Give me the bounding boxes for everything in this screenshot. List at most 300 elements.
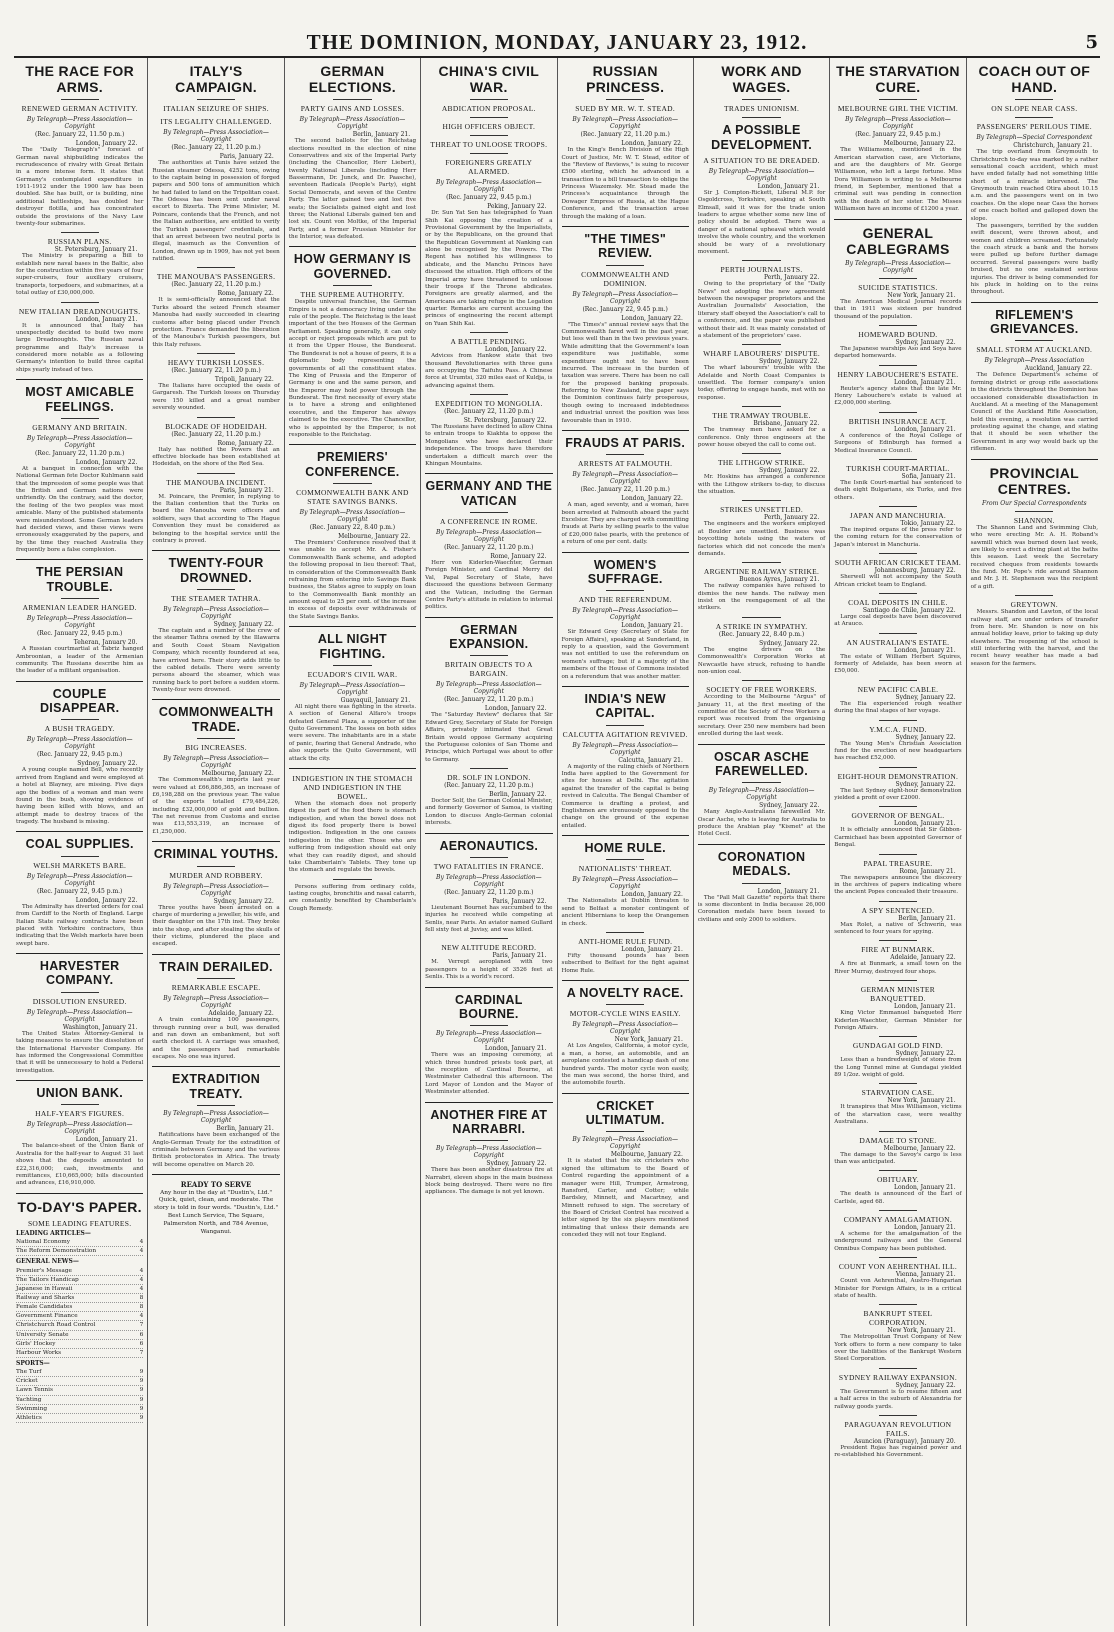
subheading: HIGH OFFICERS OBJECT. [442,122,536,132]
cablegram-heading: STARVATION CASE. [861,1088,935,1098]
headline: RUSSIAN PRINCESS. [586,63,665,96]
subheading: GERMANY AND BRITAIN. [32,422,128,432]
dateline: Sydney, January 22. [213,897,274,905]
dateline: Sydney, January 22. [77,760,138,768]
article-womens-suffrage [562,558,689,681]
subheading: TWO FATALITIES IN FRANCE. [433,861,544,871]
subheading: SMALL STORM AT AUCKLAND. [976,345,1093,355]
subheading: HEAVY TURKISH LOSSES. [167,358,265,368]
byline: By Telegraph—Press Association—Copyright [436,179,542,194]
article-body: Ratifications have been exchanged of the Anglo-German Treaty for the extradition of criminals between Germany and the various British protectorates in Africa. The treaty will become operative on March 20. [152,1132,280,1168]
article-body: It is stated that the six cricketers who signed the ultimatum to the Board of Control regarding the appointment of a manager were Hill, Trumper, Armstrong, Ransford, Carter, and Cotter; while Bardsley, Minnett, and Macartney, and Minnett refused to sign. The secretary of the Board of Cricket Control has received a letter signed by the six players mentioned intimating that unless their demands are conceded they will not tour England. [561,1158,689,1239]
headline: TRAIN DERAILED. [159,959,273,974]
received-time: (Rec. January 22, 11.20 p.m.) [580,486,670,494]
byline: By Telegraph—Press Association—Copyright [163,995,269,1010]
dateline: London, January 21. [75,315,138,323]
subheading: THE STEAMER TATHRA. [171,594,261,604]
cablegram-body: Large coal deposits have been discovered at Arauco. [834,613,962,628]
cablegram-heading: TURKISH COURT-MARTIAL. [846,463,950,473]
dateline: London, January 22. [484,346,547,354]
article-body: The Admiralty has diverted orders for coal from Cardiff to the North of England. Large Italian State railway contracts have been placed with Yorkshire contractors, thus indicating that the Welsh markets have been swept bare. [16,903,144,947]
subheading: DR. SOLF IN LONDON. [447,773,531,783]
subheading: A CONFERENCE IN ROME. [440,517,538,527]
dateline: London, January 22. [75,140,138,148]
article-body: Sir J. Compton-Rickett, Liberal M.P. for Osgoldcross, Yorkshire, speaking at South Elmsall, said it was for the trade union leaders to argue whether some new line of policy should be adopted. There was a danger of a national upheaval which would involve the whole country, and the workmen should be wary of a revolutionary movement. [697,189,826,255]
feature-title: The Tailors Handicap [16,1276,79,1283]
article-body: Fifty thousand pounds has been subscribed to Belfast for the fight against Home Rule. [561,952,689,974]
byline: By Telegraph—Press Association—Copyright [572,290,678,305]
dateline: Washington, January 21. [62,1023,138,1031]
received-time: (Rec. January 22, 11.50 p.m.) [35,131,125,139]
cablegram-body: The Japanese warships Aso and Soya have departed homewards. [834,345,962,360]
dateline: London, January 21. [894,1224,956,1231]
article-body: The engineers and the workers employed at Boulder are unsettled. Business was boycotting hotels using the waters of factories which did not concede the men's demands. [697,521,826,557]
feature-page: 6 [139,1331,144,1338]
article-body: At a banquet in connection with the National German fete Doctor Kuhlmann said that the impression of some people was that the British and German nations were unfriendly. On the contrary, said the doctor, the feeling of the two peoples was most amicable. Many of the published statements were misunderstood. Some German leaders had decided views, and these views were erroneously exaggerated by the papers, and by the time they reached Australia they frequently bore a false complexion. [16,465,144,554]
cablegram-body: The Isnik Court-martial has sentenced to death eight Bulgarians, six Turks, and five others. [834,479,962,501]
cablegram-body: It is officially announced that Sir Gibbon-Carmichael has been appointed Governor of Bengal. [834,827,962,849]
dateline: London, January 22. [484,705,547,713]
cablegram-heading: SOUTH AFRICAN CRICKET TEAM. [834,558,962,568]
feature-page: 9 [139,1414,144,1421]
article-german-expansion [425,623,552,828]
cablegram-heading: HOMEWARD BOUND. [858,329,938,339]
subheading: STRIKES UNSETTLED. [720,505,804,515]
cablegram-body: It transpires that Miss Williamson, victims of the starvation case, were wealthy Australians. [834,1104,962,1126]
article-aeronautics [425,839,552,982]
article-couple-disappear [16,687,143,827]
byline: By Telegraph—Press Association—Copyright [708,787,815,802]
subheading: INDIGESTION IN THE STOMACH AND INDIGESTION IN THE BOWEL. [292,773,413,801]
dateline: Paris, January 21. [492,952,547,960]
cablegram-heading: OBITUARY. [876,1175,919,1185]
cablegram-heading: PARAGUAYAN REVOLUTION FAILS. [844,1419,952,1438]
column-7 [829,58,965,1626]
article-cardinal-bourne [425,993,552,1097]
dateline: Sydney, January 22. [486,1160,547,1168]
byline: By Telegraph—Press Association—Copyright [26,1121,133,1136]
subheading: PERTH JOURNALISTS. [720,265,803,275]
headline: HARVESTER COMPANY. [39,959,120,988]
subheading: RENEWED GERMAN ACTIVITY. [21,104,138,114]
subheading: THE SUPREME AUTHORITY. [300,290,405,300]
subheading: BRITAIN OBJECTS TO A BARGAIN. [444,660,533,679]
subheading: GREYTOWN. [1010,600,1058,610]
headline: HOW GERMANY IS GOVERNED. [293,252,412,281]
dateline: Rome, January 22. [217,290,274,298]
article-train-derailed [152,960,279,1062]
ad-headline: READY TO SERVE [180,1180,252,1190]
subheading: THREAT TO UNLOOSE TROOPS. [430,140,548,150]
headline: GERMAN EXPANSION. [449,622,529,652]
headline: COAL SUPPLIES. [25,837,134,852]
feature-title: National Economy [16,1239,71,1246]
ad-text: Any hour in the day at "Dustin's, Ltd." Quick, quiet, clean, and moderate. The story is told in four words. "Dustin's, Ltd." Best Lunch Service, The Square, Palmerston North, and 784 Avenue, Wanganui. [153,1189,279,1235]
headline: TWENTY-FOUR DROWNED. [168,556,264,585]
dateline: London, January 21. [894,1003,956,1011]
byline: By Telegraph—Press Association—Copyright [26,116,133,131]
byline: By Telegraph—Press Association—Copyright [708,167,815,182]
article-body: In the King's Bench Division of the High Court of Justice, Mr. W. T. Stead, editor of the "Review of Reviews," is suing to recover £500 sterling, which he advanced in a transaction to a bill transaction to oblige the Princess Wiazemsky. Mr. Stead made the Princess's acquaintance through the Dowager Empress of Russia, at the Hague Conference, and the transaction arose through the making of a loan. [561,147,689,220]
headline: A NOVELTY RACE. [566,986,684,1001]
feature-title: The Reform Demonstration [16,1248,97,1255]
dateline: Sydney, January 22. [759,802,820,810]
headline: INDIA'S NEW CAPITAL. [584,691,666,721]
byline: By Telegraph—Press Association—Copyright [572,471,678,486]
dateline: Sydney, January 22. [895,733,956,741]
cablegram-body: King Victor Emmanuel banqueted Herr Kiderlen-Waechter, German Minister for Foreign Affairs. [834,1010,962,1031]
feature-page: 8 [139,1304,144,1311]
article-body: Lieutenant Bournet has succumbed to the injuries he received while competing at Senlis, near Paris. An aviator named Gullard fell sixty feet at Juvisy, and was killed. [425,904,553,934]
dateline: Christchurch, January 21. [1013,142,1092,150]
article-body: Herr von Kiderlen-Waechter, German Foreign Minister, and Cardinal Merry del Val, Papal Secretary of State, have discussed the questions between Germany and the Vatican, including the German Centre Party's attitude in relation to internal politics. [425,560,553,611]
article-body: When the stomach does not properly digest its part of the food there is stomach indigestion, and when the bowel does not digest its food properly there is bowel indigestion. Indigestion in the one causes indigestion in the other. Those who are suffering from indigestion should eat only what they can readily digest, and should take Chamberlain's Tablets. They tone up the stomach and regulate the bowels. [288,800,417,874]
subheading: ANTI-HOME RULE FUND. [578,936,673,946]
headline: TO-DAY'S PAPER. [17,1198,142,1215]
cablegram-heading: GUNDAGAI GOLD FIND. [852,1041,943,1051]
cablegram-heading: BANKRUPT STEEL CORPORATION. [863,1309,933,1328]
byline: By Telegraph—Press Association—Copyright [299,116,406,131]
column-4 [420,58,556,1626]
subheading: MELBOURNE GIRL THE VICTIM. [837,104,959,114]
dateline: London, January 21. [621,622,683,630]
received-time: (Rec. January 22, 9.45 p.m.) [36,630,123,638]
byline: From Our Special Correspondents [982,499,1087,507]
dateline: London, January 21. [75,1136,138,1144]
subheading: THE TRAMWAY TROUBLE. [712,411,811,421]
article-fire-narrabri [425,1108,552,1197]
feature-group-label: SPORTS— [16,1359,50,1367]
cablegram-body: The Government is to resume fifteen and a half acres in the suburb of Alexandria for railway goods yards. [834,1388,962,1410]
feature-page: 4 [139,1248,144,1255]
article-body: The passengers, terrified by the sudden swift descent, were thrown about, and women and children screamed. Fortunately the coach struck a bank and the horses were pulled up before further damage occurred. Several passengers were badly bruised, but no one sustained serious injuries. The driver is being commended for his pluck in holding on to the reins throughout. [970,222,1098,296]
headline: CRICKET ULTIMATUM. [585,1098,665,1128]
headline: OSCAR ASCHE FAREWELLED. [713,749,810,778]
newspaper-title: THE DOMINION, MONDAY, JANUARY 23, 1912. [306,30,808,54]
cablegram-body: The American Medical Journal records that in 1911 was sixteen per hundred thousand of the population. [834,298,962,320]
byline: By Telegraph—Press Association—Copyright [436,681,542,696]
article-body: The "Daily Telegraph's" forecast of German naval shipbuilding indicates the recrudescence of rivalry with Great Britain in a more intense form. It states that Germany's contemplated expenditure in 1911-1912 under the 1900 law has been doubled. She has built, or is building, nine additional battleships, has doubled her destroyer flotilla, and has concentrated outside the provisions of the Navy Law twenty-four submarines. [16,147,144,227]
article-body: Doctor Solf, the German Colonial Minister, and formerly Governor of Samoa, is visiting London to discuss Anglo-German colonial interests. [425,798,553,827]
cablegram-heading: JAPAN AND MANCHURIA. [849,511,947,520]
feature-title: Female Candidates [16,1304,73,1311]
feature-row [16,1349,143,1358]
cablegram-body: The Metropolitan Trust Company of New York offers to form a new company to take over the liabilities of the Bankrupt Western Steel Corporation. [834,1334,962,1363]
subheading: PASSENGERS' PERILOUS TIME. [976,122,1092,132]
headline: WORK AND WAGES. [721,63,802,96]
headline: THE STARVATION CURE. [836,63,960,96]
subheading: ARMENIAN LEADER HANGED. [22,603,137,613]
cablegram-heading: GOVERNOR OF BENGAL. [851,811,945,821]
cablegram-body: President Rojas has regained power and re-established his Government. [834,1444,962,1459]
cablegram-body: Max Rolet, a native of Schwerin, was sentenced to four years for spying. [834,921,962,935]
dateline: New York, January 21. [887,291,956,299]
dateline: Calcutta, January 21. [618,756,683,764]
cablegram-body: The inspired organs of the press refer to the coming return for the conservation of Japan's interest in Manchuria. [834,527,962,548]
article-race-for-arms [16,63,143,374]
subheading: RUSSIAN PLANS. [47,237,112,247]
dateline: Santiago de Chile, January 22. [862,606,956,614]
subheading: A STRIKE IN SYMPATHY. [715,621,808,631]
feature-row [16,1340,143,1349]
dateline: Sydney, January 22. [759,358,820,366]
byline: By Telegraph—Press Association—Copyright [26,1008,133,1023]
received-time: (Rec. January 22, 9.45 p.m.) [36,887,123,895]
article-body: All night there was fighting in the streets. A section of General Alfaro's troops defeated General Plaza, a supporter of the Quito Government. The losses on both sides were severe. The inhabitants are in a state of panic, fearing that General Andrade, who also supports the Quito Government, will attack the city. [288,703,417,762]
subheading: NEW ALTITUDE RECORD. [441,943,537,953]
received-time: (Rec. January 22, 11.20 p.m.) [580,131,670,139]
article-work-and-wages [698,63,825,739]
feature-page: 9 [139,1378,144,1385]
headline: "THE TIMES" REVIEW. [584,231,667,261]
article-body: The tramway men have asked for a conference. Only three engineers at the power house obeyed the call to come out. [697,427,826,448]
article-russian-princess [562,63,689,221]
cablegram-heading: COAL DEPOSITS IN CHILE. [848,597,948,607]
dateline: London, January 22. [621,140,683,148]
dateline: Melbourne, January 22. [610,1151,683,1159]
article-home-rule [562,841,689,975]
dateline: St. Petersburg, January 21. [54,246,138,254]
article-body: A man, aged seventy, and a woman, have been arrested at Falmouth aboard the yacht Excelsior. They are charged with committing frauds at Paris by selling pearls to the value of £20,000 false pearls, with the pretence of a return of one per cent. daily. [561,502,689,546]
headline: FRAUDS AT PARIS. [565,435,686,450]
article-frauds-paris [562,436,689,547]
feature-row [16,1405,143,1414]
subheading: A SITUATION TO BE DREADED. [703,155,820,165]
cablegram-heading: DAMAGE TO STONE. [859,1135,937,1145]
feature-row [16,1247,143,1256]
page-number: 5 [1085,32,1098,53]
article-body: Italy has notified the Powers that an effective blockade has been established at Hodeidah, on the shore of the Red Sea. [152,446,280,468]
headline: COUPLE DISAPPEAR. [39,686,120,716]
headline: A POSSIBLE DEVELOPMENT. [711,123,812,152]
feature-page: 8 [139,1295,144,1302]
article-body: The Shannon Land and Swimming Club, who were erecting Mr. A. H. Roband's sawmill which was burned down last week, are likely to erect a diving plant at the baths this season. Last week the Secretary received cheques from residents towards the fund. Mr. Pope's ride around Shannon and Mr. J. H. Stephenson was the recipient of a gift. [970,524,1098,590]
byline: By Telegraph—Press Association [984,357,1085,365]
byline: By Telegraph—Press Association—Copyright [26,434,133,449]
cablegram-body: Reuter's agency states that the late Mr. Henry Labouchere's estate is valued at £2,000,000 sterling. [834,385,962,407]
dateline: Perth, January 22. [763,514,820,522]
byline: By Telegraph—Press Association—Copyright [436,1030,542,1045]
article-criminal-youths [152,847,279,949]
dateline: Paris, January 22. [492,897,547,905]
byline: By Telegraph—Press Association—Copyright [299,681,406,696]
article-body: The Premiers' Conference resolved that it was unable to accept Mr. A. Fisher's Commonwealth Bank scheme, and adopted the following proposal in lieu thereof: That, in consideration of the Commonwealth Bank refraining from entering into Savings Bank business, the States agree to supply on loan to the Commonwealth Bank monthly an amount equal to 25 per cent. of the increase in excess of deposits over withdrawals of the State Savings Banks. [288,540,417,620]
column-8 [966,58,1102,1626]
byline: By Telegraph—Press Association—Copyright [572,876,678,891]
subheading: ARGENTINE RAILWAY STRIKE. [703,567,820,577]
subheading: HALF-YEAR'S FIGURES. [35,1109,125,1119]
article-body: The railway companies have refused to dismiss the new hands. The railway men insist on the reengagement of all the strikers. [697,583,826,612]
cablegram-heading: FIRE AT BUNMARK. [861,945,935,955]
feature-row [16,1377,143,1386]
article-body: The Russians have declined to allow China to entrain troops to Kiakhta to oppose the Mongolians who have declared their independence. The troops have therefore undertaken a difficult march over the Khingan Mountains. [425,424,553,467]
article-persian-trouble [16,565,143,675]
dateline: London, January 21. [484,1045,547,1053]
article-provincial-centres [971,465,1098,669]
column-1 [12,58,147,1626]
dateline: Paris, January 21. [219,486,274,494]
subheading: MURDER AND ROBBERY. [169,870,263,880]
subheading: CALCUTTA AGITATION REVIVED. [562,729,688,739]
article-body: Owing to the proprietary of the "Daily News" not adopting the new agreement between the newspaper proprietors and the Australian Journalists' Association, the literary staff obeyed the Association's call to a conference, and the paper was published without their aid. It was mainly consisted of a statement of the proprietors' case. [697,281,826,339]
article-germany-vatican [425,479,552,611]
cablegram-body: The newspapers announce the discovery in the archives of papers indicating where the ancient Popes concealed their treasure. [834,874,962,896]
article-body: A majority of the ruling chiefs of Northern India have applied to the Government for sites for houses at Delhi. The agitation against the transfer of the capital is being revived in Calcutta. The Bengal Chamber of Commerce is drafting a protest, and Englishmen are strenuously opposed to the change on the ground of the expense entailed. [561,763,689,829]
subheading: SUED BY MR. W. T. STEAD. [575,104,676,114]
received-time: (Rec. January 22, 11.20 p.m.) [444,544,534,552]
received-time: (Rec. January 22, 11.20 p.m.) [444,696,534,704]
feature-title: Government Finance [16,1313,78,1320]
subheading: DISSOLUTION ENSURED. [32,996,127,1006]
article-all-night-fighting [289,632,416,763]
feature-row [16,1386,143,1395]
byline: By Telegraph—Press Association—Copyright [26,872,133,887]
article-body: Despite universal franchise, the German Empire is not a democracy living under the rule of the people. The Reichstag is the least important of the two Houses of the German Parliament. Speaking generally, it can only accept or reject proposals which are put to it from the Upper House, the Bundesrat. The Bundesrat is not a house of peers, it is a diplomatic body representing the governments of all the constituent states. The King of Prussia and the Emperor of Germany is one and the same person, and the Emperor may hold power through the Bundesrat. The first necessity of every state is to have a strong and enlightened executive, and the Emperor has always claimed to be the executive. The Chancellor, who is appointed by the Emperor, is not responsible to the Reichstag. [288,299,417,438]
dateline: Tokio, January 22. [900,520,956,527]
subheading: COMMONWEALTH AND DOMINION. [581,269,670,288]
feature-page: 9 [139,1387,144,1394]
headline: EXTRADITION TREATY. [172,1072,261,1101]
cablegram-body: The damage to the Savoy's cargo is less than was anticipated. [834,1151,962,1165]
dateline: Berlin, January 22. [489,791,547,799]
feature-row [16,1303,143,1312]
article-body: According to the Melbourne "Argus" of January 11, at the first meeting of the committee of the Society of Free Workers a report was received from the organising secretary. Over 250 new members had been enrolled during the last week. [697,694,826,738]
article-body: The captain and a number of the crew of the steamer Tathra owned by the Illawarra and South Coast Steam Navigation Company, which recently foundered at sea, have arrived here. Their story adds little to the cabled details. There were seventy persons aboard the steamer, which was running back to port before a sudden storm. Twenty-four were drowned. [152,628,280,694]
cablegram-list [834,278,961,1460]
feature-row [16,1276,143,1285]
dateline: Sydney, January 22. [895,338,956,346]
article-german-elections [289,63,416,241]
feature-title: Girls' Hockey [16,1340,56,1347]
dateline: London, January 22. [75,458,138,466]
feature-row [16,1321,143,1330]
headline: COMMONWEALTH TRADE. [158,705,274,734]
dateline: Sydney, January 22. [213,621,274,629]
article-body: "The Times's" annual review says that the Commonwealth fared well in the past year, but less well than in the two previous years. While admitting that the Government's loan expenditure was justifiable, some expenditure ought not to have been incurred. The increase in the burden of taxation was severe. There has been no call for the proposed banking proposals. Referring to New Zealand, the paper says the Dominion continues fairly prosperous, though owing to increased indebtedness and industrial unrest the position was less favourable than in 1910. [561,321,689,424]
subheading: ECUADOR'S CIVIL WAR. [307,669,398,679]
feature-row [16,1285,143,1294]
advertisement [152,1180,279,1236]
subheading: THE MANOUBA'S PASSENGERS. [156,272,276,282]
dateline: Melbourne, January 22. [883,140,956,148]
byline: By Telegraph—Press Association—Copyright [572,1021,678,1036]
dateline: Peking, January 22. [487,203,547,211]
dateline: Sofia, January 21. [901,472,956,480]
feature-row [16,1294,143,1303]
cablegram-body: A scheme for the amalgamation of the underground railways and the General Omnibus Company has been published. [834,1231,962,1252]
feature-title: Railway and Sharks [16,1295,75,1302]
feature-page: 4 [139,1313,144,1320]
byline: By Telegraph—Press Association—Copyright [163,1110,269,1125]
feature-page: 9 [139,1396,144,1403]
feature-title: Swimming [16,1405,48,1412]
cablegram-heading: PAPAL TREASURE. [863,858,933,868]
subheading: THE LITHGOW STRIKE. [718,458,806,468]
dateline: London, January 22. [75,896,138,904]
dateline: Perth, January 22. [763,274,820,282]
dateline: Sydney, January 22. [895,1381,956,1389]
dateline: Adelaide, January 22. [208,1010,274,1018]
byline: By Telegraph—Press Association—Copyright [572,607,678,622]
dateline: London, January 21. [894,1184,956,1192]
dateline: Paris, January 22. [219,153,274,161]
article-body: The balance-sheet of the Union Bank of Australia for the half-year to August 31 last shows that the deposits amounted to £22,316,000; cash, investments and remittances, £10,665,000; bills discounted and advances, £16,910,000. [16,1143,144,1187]
dateline: St. Petersburg, January 22. [463,417,547,425]
subheading: REMARKABLE ESCAPE. [171,983,261,993]
dateline: London, January 22. [621,495,683,503]
received-time: (Rec. January 22, 11.20 p.m.) [171,430,261,438]
article-body: The "Pall Mall Gazette" reports that there is some discontent in India because 26,000 Coronation medals have been issued to civilians and only 2000 to soldiers. [697,894,826,923]
headline: CARDINAL BOURNE. [454,992,523,1021]
dateline: New York, January 21. [887,1327,956,1335]
feature-page: 4 [139,1239,144,1246]
subheading: PARTY GAINS AND LOSSES. [300,104,405,114]
byline: By Telegraph—Press Association—Copyright [436,1145,542,1160]
headline: COACH OUT OF HAND. [978,63,1091,96]
received-time: (Rec. January 22, 9.45 p.m.) [855,131,941,139]
headline: PREMIERS' CONFERENCE. [305,450,400,479]
cablegram-body: Sherwell will not accompany the South African cricket team to England. [834,574,962,588]
article-body: The Nationalists at Dublin threaten to send to Belfast a monster contingent of ancient Hibernians to keep the Orangemen in check. [561,898,689,927]
cablegram-heading: HENRY LABOUCHERE'S ESTATE. [837,369,959,379]
dateline: London, January 21. [757,182,820,190]
dateline: Brisbane, January 22. [753,420,820,428]
feature-row [16,1414,143,1423]
headline: GERMANY AND THE VATICAN [425,479,553,508]
dateline: Vienna, January 21. [895,1271,956,1279]
article-body: The Commonwealth's imports last year were valued at £66,886,365, an increase of £6,198,288 on the previous year. The value of the exports totalled £79,484,226, including £32,000,000 of gold and bullion. The net revenue from Customs and excise was £13,553,319, an increase of £1,250,000. [152,777,280,835]
article-coal-supplies [16,837,143,948]
cablegram-heading: GERMAN MINISTER BANQUETTED. [860,985,936,1004]
article-indigestion [289,774,416,913]
subheading: COMMONWEALTH BANK AND STATE SAVINGS BANKS. [296,488,409,507]
dateline: Berlin, January 21. [352,131,411,139]
dateline: Rome, January 22. [217,439,274,447]
dateline: Melbourne, January 22. [883,1144,956,1152]
subheading: A BATTLE PENDING. [450,337,528,347]
article-body: The Italians have occupied the oasis of Gargaresh. The Turkish losses on Thursday were 150 killed and a great number severely wounded. [152,383,280,412]
article-body: There was an imposing ceremony, at which three hundred priests took part, at the reception of Cardinal Bourne, at Westminster Cathedral this afternoon. The Lord Mayor of London and the Mayor of Westminster attended. [425,1052,553,1096]
article-starvation-cure [834,63,961,214]
article-body: It is semi-officially announced that the Turks aboard the seized French steamer Manouba had easily succeeded in clearing customs after being placed under French protection. France demanded the liberation of the Manouba's Turkish passengers, but this Italy refuses. [152,297,280,348]
column-3 [284,58,420,1626]
dateline: Buenos Ayres, January 21. [739,576,820,584]
cablegram-body: A conference of the Royal College of Surgeons of Edinburgh has formed a Medical Insurance Council. [834,432,962,454]
article-times-review [562,232,689,425]
subheading: NEW ITALIAN DREADNOUGHTS. [18,306,141,316]
cablegram-heading: A SPY SENTENCED. [861,905,935,915]
dateline: Guayaquil, January 21. [340,696,411,704]
dateline: London, January 21. [894,378,956,386]
article-body: A Russian courtmartial at Tabriz hanged Ambroonian, a leader of the Armenian community. The Russians describe him as the leader of a militant organisation. [16,646,144,675]
article-body: There has been another disastrous fire at Narrabri, eleven shops in the main business block being destroyed. There were no fire appliances. The damage is not yet known. [425,1167,553,1196]
headline: WOMEN'S SUFFRAGE. [587,557,663,586]
headline: ANOTHER FIRE AT NARRABRI. [430,1107,548,1136]
byline: By Telegraph—Press Association—Copyright [572,741,678,756]
headline: HOME RULE. [584,841,666,856]
feature-title: Yachting [16,1396,42,1403]
feature-page: 4 [139,1286,144,1292]
article-body: M. Verrept aeroplaned with two passengers to a height of 3526 feet at Senlis. This is a world's record. [425,959,553,981]
dateline: Melbourne, January 22. [201,770,274,778]
column-5 [557,58,693,1626]
subheading: WELSH MARKETS BARE. [33,860,127,870]
todays-paper-index [16,1199,143,1423]
byline: By Telegraph—Special Correspondent [976,134,1093,142]
article-body: The Defence Department's scheme of forming district or group rifle associations in the districts throughout the Dominion has occasioned considerable dissatisfaction in Auckland. At a meeting of the Management Council of the Auckland Rifle Association, held this evening, a resolution was carried protesting against the change, and stating that it should be seen whether the Government in any way would back up the riflemen. [970,372,1098,453]
dateline: Sydney, January 22. [759,639,820,647]
feature-page: 9 [139,1369,144,1376]
